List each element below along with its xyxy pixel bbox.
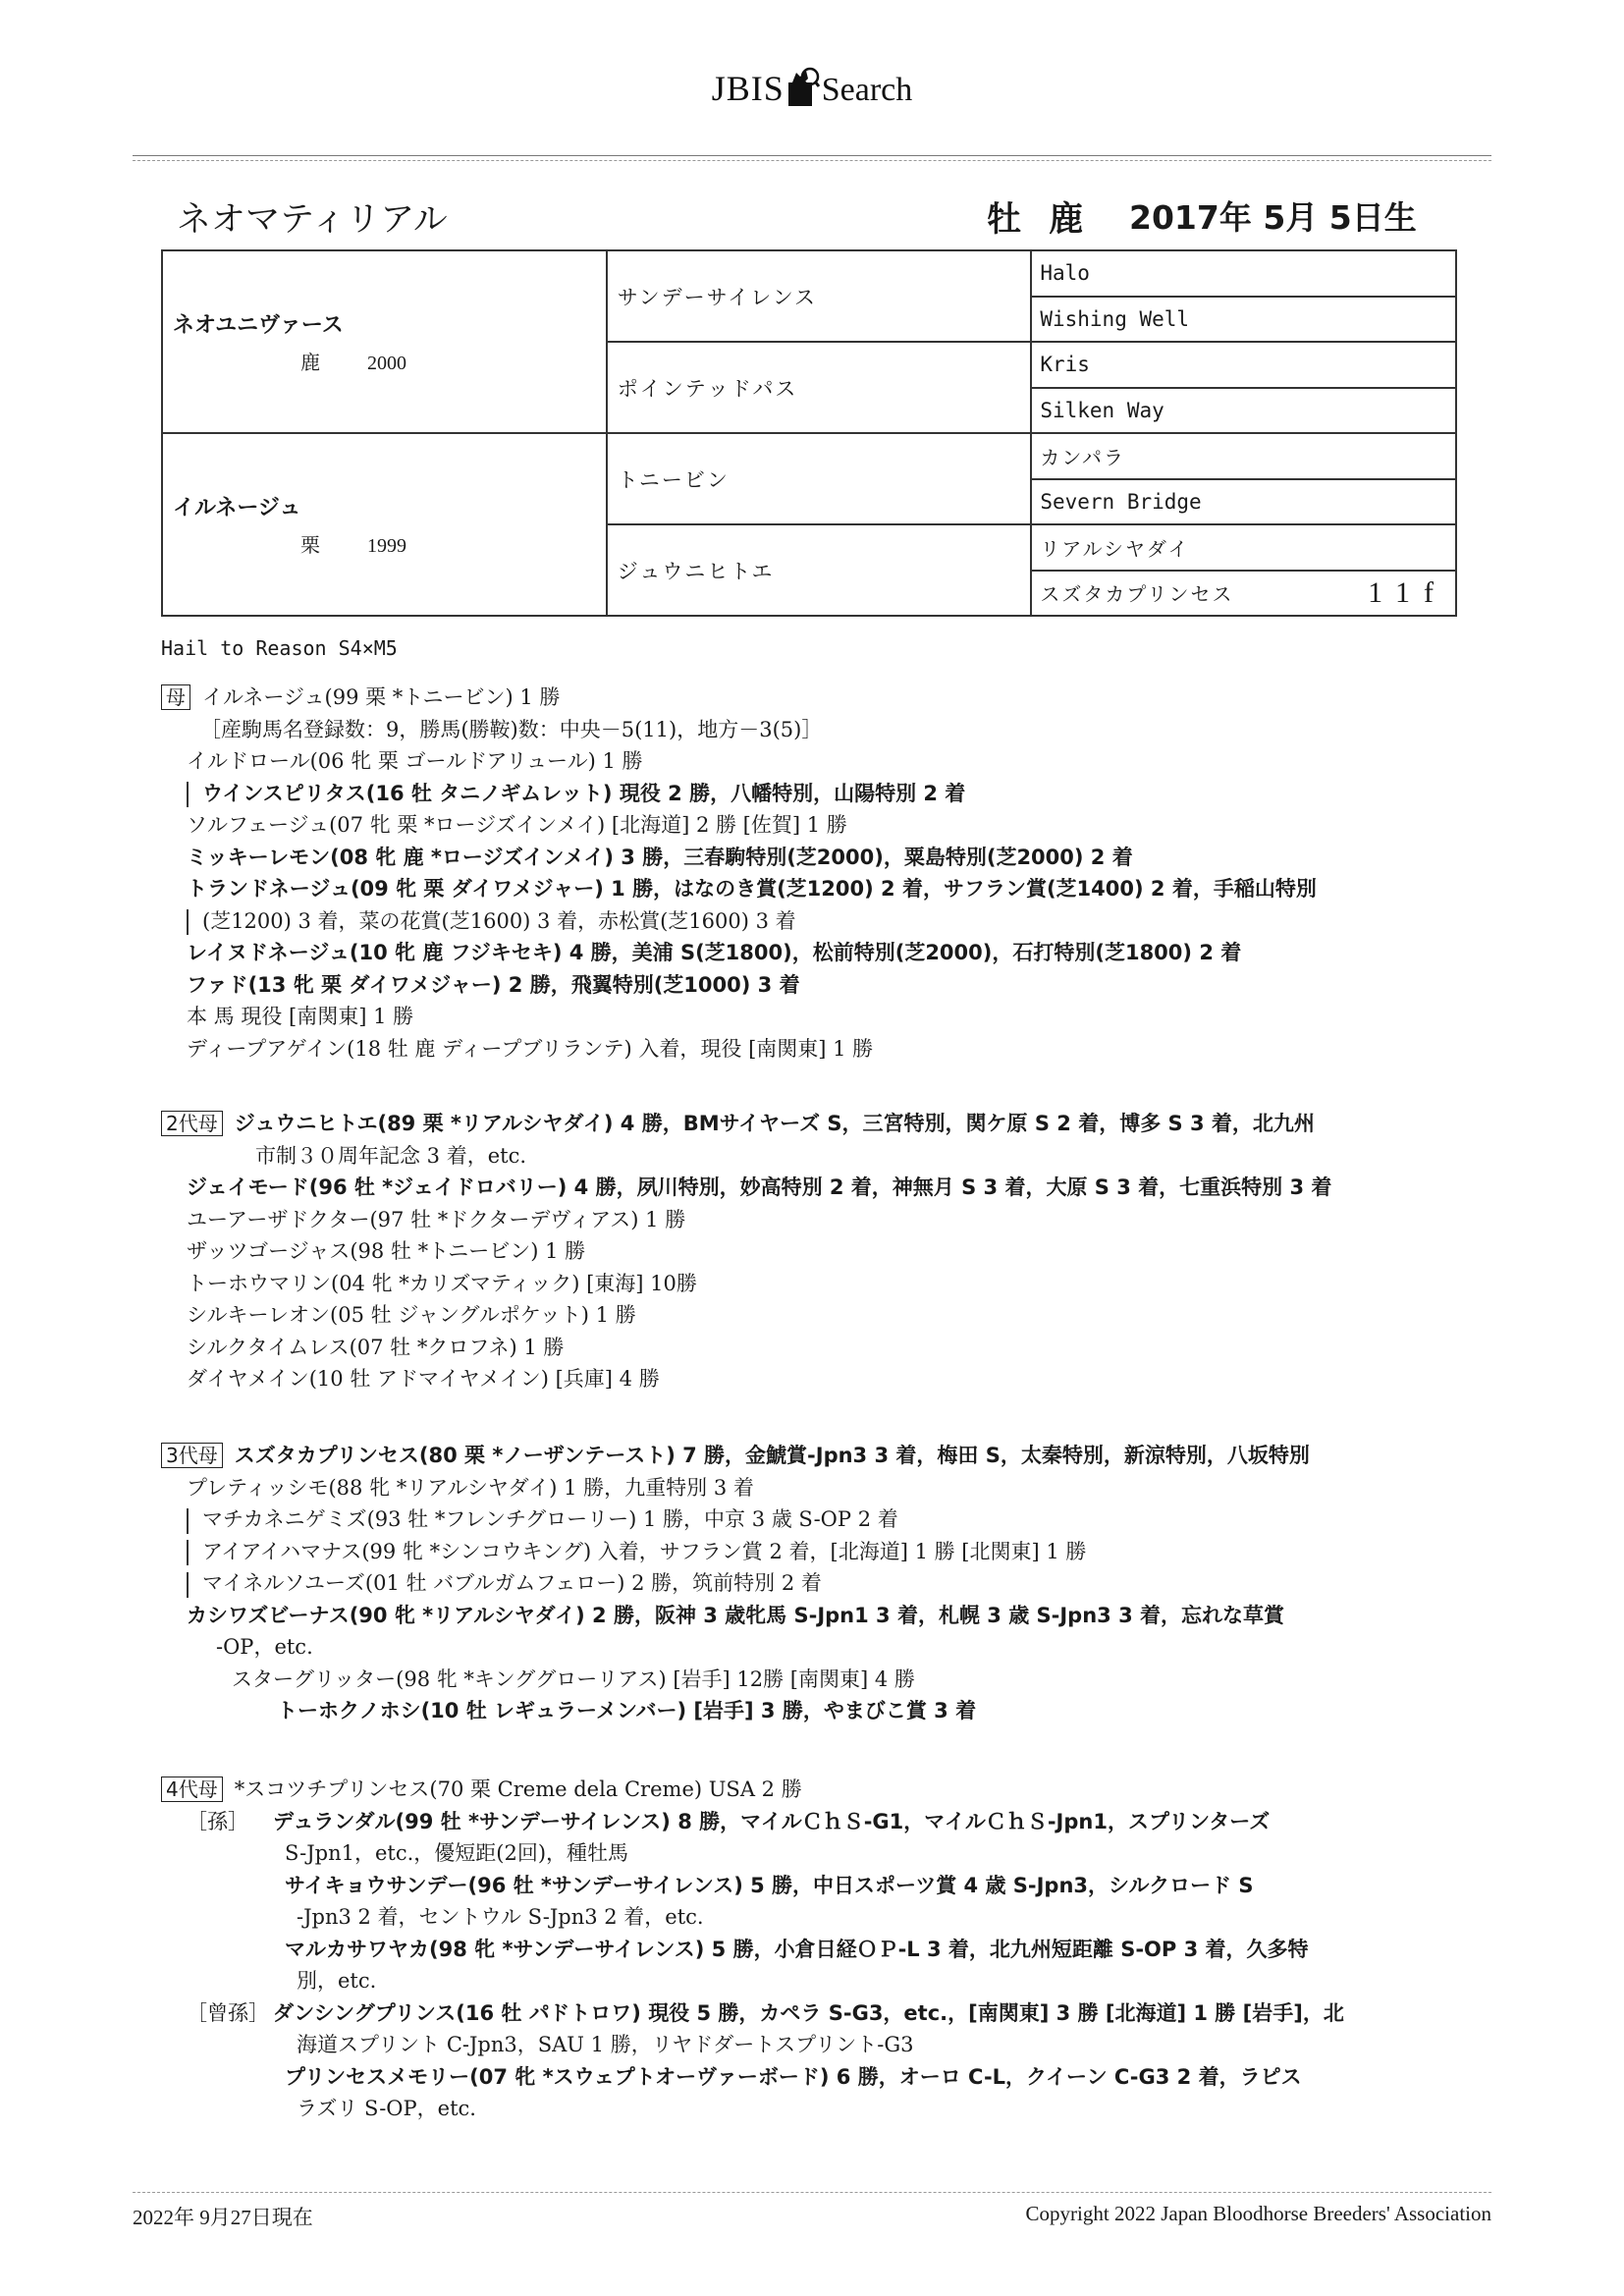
list-item: ［曾孫］ ダンシングプリンス(16 牡 パドトロワ) 現役 5 勝，カペラ S-G3，etc.，[南関東] 3 勝 [北海道] 1 勝 [岩手]，北 — [161, 1997, 1467, 2030]
inbreeding-note: Hail to Reason S4×M5 — [161, 636, 398, 660]
dam-name: イルネージュ — [173, 496, 301, 520]
list-item: トーホクノホシ(10 牡 レギュラーメンバー) [岩手] 3 勝，やまびこ賞 3 着 — [277, 1699, 977, 1722]
list-item: ソルフェージュ(07 牝 栗 *ロージズインメイ) [北海道] 2 勝 [佐賀] 1 勝 — [187, 813, 847, 837]
horse-birth-date: 2017年 5月 5日生 — [1129, 198, 1417, 237]
list-item: ザッツゴージャス(98 牡 *トニービン) 1 勝 — [187, 1239, 586, 1263]
list-item: 市制３０周年記念 3 着，etc. — [255, 1143, 527, 1168]
gen3-cell-last — [1031, 571, 1456, 617]
list-item: (芝1200) 3 着，菜の花賞(芝1600) 3 着，赤松賞(芝1600) 3 着 — [161, 905, 1467, 938]
list-item: ダイヤメイン(10 牡 アドマイヤメイン) [兵庫] 4 勝 — [187, 1367, 660, 1391]
list-item: サイキョウサンデー(96 牡 *サンデーサイレンス) 5 勝，中日スポーツ賞 4 歳 S-Jpn3，シルクロード S — [285, 1873, 1254, 1897]
header — [0, 67, 1624, 155]
list-item: -OP，etc. — [216, 1635, 313, 1659]
list-item: 4代母 *スコツチプリンセス(70 栗 Creme dela Creme) USA 2 勝 — [161, 1774, 1467, 1806]
footer-rule — [133, 2192, 1491, 2193]
sire-name: ネオユニヴァース — [173, 313, 344, 338]
gen3-cell: Kris — [1031, 342, 1456, 388]
list-item: イルドロール(06 牝 栗 ゴールドアリュール) 1 勝 — [187, 749, 643, 773]
pedigree-table — [161, 249, 1457, 617]
list-item: ［孫］ デュランダル(99 牡 *サンデーサイレンス) 8 勝，マイルＣｈＳ-G1，マイルＣｈＳ-Jpn1，スプリンターズ — [161, 1806, 1467, 1838]
list-item: カシワズビーナス(90 牝 *リアルシヤダイ) 2 勝，阪神 3 歳牝馬 S-Jpn1 3 着，札幌 3 歳 S-Jpn3 3 着，忘れな草賞 — [187, 1603, 1285, 1627]
list-item: 海道スプリント C-Jpn3，SAU 1 勝，リヤドダートスプリント-G3 — [297, 2033, 914, 2056]
lineage-bar — [187, 1572, 189, 1598]
list-item: 別，etc. — [297, 1969, 377, 1993]
list-item: ジェイモード(96 牡 *ジェイドロバリー) 4 勝，夙川特別，妙高特別 2 着，神無月 S 3 着，大原 S 3 着，七重浜特別 3 着 — [187, 1175, 1332, 1199]
dam-info — [300, 529, 606, 558]
horse-sex-color: 牡 鹿 — [987, 200, 1092, 240]
section-tag: 2代母 — [161, 1111, 223, 1136]
list-item: 3代母 スズタカプリンセス(80 栗 *ノーザンテースト) 7 勝，金鯱賞-Jpn3 3 着，梅田 S，太秦特別，新涼特別，八坂特別 — [161, 1440, 1467, 1472]
list-item: S-Jpn1，etc.，優短距(2回)，種牡馬 — [285, 1841, 629, 1865]
logo-text-search: Search — [821, 72, 913, 108]
list-item: ミッキーレモン(08 牝 鹿 *ロージズインメイ) 3 勝，三春駒特別(芝2000)，粟島特別(芝2000) 2 着 — [187, 845, 1133, 869]
header-rule-dashed — [133, 160, 1491, 161]
list-item: プリンセスメモリー(07 牝 *スウェプトオーヴァーボード) 6 勝，オーロ C-L，クイーン C-G3 2 着，ラピス — [285, 2064, 1302, 2089]
horse-name: ネオマティリアル — [177, 200, 448, 240]
list-item: シルクタイムレス(07 牡 *クロフネ) 1 勝 — [187, 1335, 565, 1359]
section-tag: 3代母 — [161, 1443, 223, 1468]
second-dam-section — [161, 1108, 1467, 1395]
list-item: ウインスピリタス(16 牡 タニノギムレット) 現役 2 勝，八幡特別，山陽特別 2 着 — [161, 778, 1467, 810]
list-item: 2代母 ジュウニヒトエ(89 栗 *リアルシヤダイ) 4 勝，BMサイヤーズ S，三宮特別，関ケ原 S 2 着，博多 S 3 着，北九州 — [161, 1108, 1467, 1140]
gen3-cell: Silken Way — [1031, 388, 1456, 434]
list-item: マチカネニゲミズ(93 牡 *フレンチグローリー) 1 勝，中京 3 歳 S-OP 2 着 — [161, 1503, 1467, 1536]
dam-section — [161, 682, 1467, 1065]
header-rule — [133, 155, 1491, 156]
list-item: トーホウマリン(04 牝 *カリズマティック) [東海] 10勝 — [187, 1271, 697, 1295]
list-item: 母 イルネージュ(99 栗 *トニービン) 1 勝 — [161, 682, 1467, 714]
grandchild-label: ［孫］ — [187, 1809, 248, 1833]
list-item: レイヌドネージュ(10 牝 鹿 フジキセキ) 4 勝，美浦 S(芝1800)，松前特別(芝2000)，石打特別(芝1800) 2 着 — [187, 941, 1242, 964]
gen3-cell: Halo — [1031, 250, 1456, 297]
sire-year: 2000 — [367, 353, 406, 374]
gen3-cell: Severn Bridge — [1031, 479, 1456, 525]
footer-copyright: Copyright 2022 Japan Bloodhorse Breeders' Association — [1025, 2202, 1491, 2225]
section-tag: 4代母 — [161, 1777, 223, 1802]
list-item: トランドネージュ(09 牝 栗 ダイワメジャー) 1 勝，はなのき賞(芝1200) 2 着，サフラン賞(芝1400) 2 着，手稲山特別 — [187, 877, 1317, 901]
list-item: アイアイハマナス(99 牝 *シンコウキング) 入着，サフラン賞 2 着，[北海道] 1 勝 [北関東] 1 勝 — [161, 1536, 1467, 1568]
sire-info — [300, 347, 606, 375]
list-item: 本 馬 現役 [南関東] 1 勝 — [187, 1005, 414, 1028]
jbis-search-logo — [712, 67, 913, 109]
list-item: ［産駒馬名登録数：9，勝馬(勝鞍)数：中央－5(11)，地方－3(5)］ — [200, 717, 823, 741]
list-item: シルキーレオン(05 牡 ジャングルポケット) 1 勝 — [187, 1303, 636, 1327]
list-item: ファド(13 牝 栗 ダイワメジャー) 2 勝，飛翼特別(芝1000) 3 着 — [187, 972, 800, 997]
list-item: マイネルソユーズ(01 牡 バブルガムフェロー) 2 勝，筑前特別 2 着 — [161, 1567, 1467, 1600]
gen3-cell: Wishing Well — [1031, 297, 1456, 343]
lineage-bar — [187, 1508, 189, 1534]
sire-dam-cell: ポインテッドパス — [607, 342, 1032, 433]
list-item: ラズリ S-OP，etc. — [297, 2097, 476, 2120]
list-item: マルカサワヤカ(98 牝 *サンデーサイレンス) 5 勝，小倉日経ＯＰ-L 3 着，北九州短距離 S-OP 3 着，久多特 — [285, 1937, 1309, 1961]
gen3-cell: リアルシヤダイ — [1031, 524, 1456, 571]
list-item: プレティッシモ(88 牝 *リアルシヤダイ) 1 勝，九重特別 3 着 — [187, 1475, 754, 1500]
dam-color: 栗 — [300, 535, 320, 557]
list-item: スターグリッター(98 牝 *キンググローリアス) [岩手] 12勝 [南関東] 4 勝 — [232, 1667, 915, 1691]
logo-text-jbis: JBIS — [711, 69, 785, 108]
dam-year: 1999 — [367, 535, 406, 557]
dam-sire-cell: トニービン — [607, 433, 1032, 524]
horse-magnifier-icon — [786, 67, 820, 106]
section-tag: 母 — [161, 684, 190, 710]
sire-color: 鹿 — [300, 353, 320, 374]
lineage-bar — [187, 909, 189, 935]
dam-cell — [162, 433, 607, 616]
list-item: ディープアゲイン(18 牡 鹿 ディープブリランテ) 入着，現役 [南関東] 1 勝 — [187, 1036, 874, 1061]
dam-dam-cell: ジュウニヒトエ — [607, 524, 1032, 616]
gen3-name: スズタカプリンセス — [1040, 582, 1234, 607]
fourth-dam-section — [161, 1774, 1467, 2125]
list-item: -Jpn3 2 着，セントウル S-Jpn3 2 着，etc. — [297, 1905, 704, 1929]
third-dam-section — [161, 1440, 1467, 1727]
sire-sire-cell: サンデーサイレンス — [607, 250, 1032, 342]
list-item: ユーアーザドクター(97 牡 *ドクターデヴィアス) 1 勝 — [187, 1207, 686, 1231]
lineage-bar — [187, 782, 189, 807]
sire-cell — [162, 250, 607, 433]
family-number: 11f — [1368, 575, 1447, 609]
footer-date: 2022年 9月27日現在 — [133, 2206, 313, 2229]
gen3-cell: カンパラ — [1031, 433, 1456, 479]
great-grandchild-label: ［曾孫］ — [187, 2000, 269, 2025]
lineage-bar — [187, 1540, 189, 1565]
